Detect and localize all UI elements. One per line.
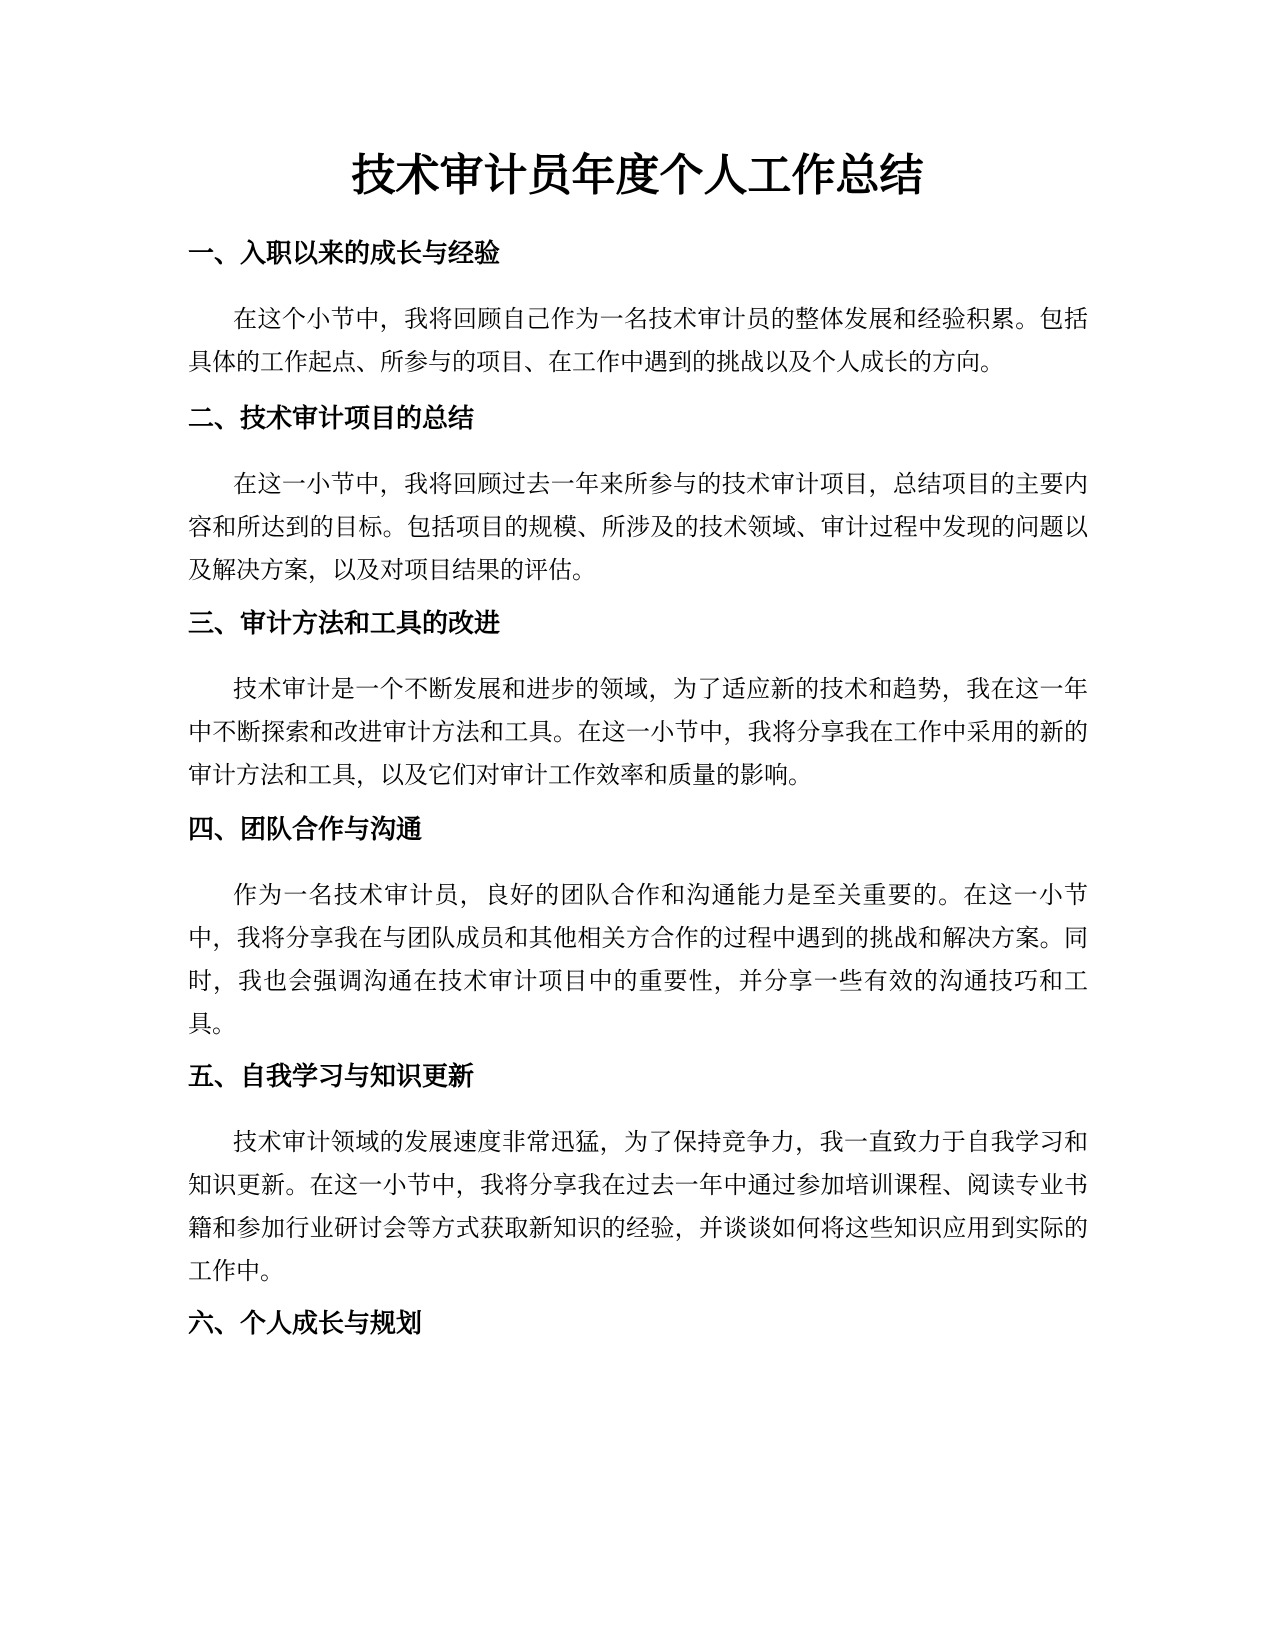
section-paragraph: 在这个小节中，我将回顾自己作为一名技术审计员的整体发展和经验积累。包括具体的工作起点、所参与的项目、在工作中遇到的挑战以及个人成长的方向。 — [188, 305, 1088, 376]
section-heading: 三、审计方法和工具的改进 — [188, 609, 501, 639]
section-paragraph: 作为一名技术审计员，良好的团队合作和沟通能力是至关重要的。在这一小节中，我将分享我在与团队成员和其他相关方合作的过程中遇到的挑战和解决方案。同时，我也会强调沟通在技术审计项目中的重要性，并分享一些有效的沟通技巧和工具。 — [188, 881, 1088, 1038]
section-5 — [188, 1059, 1088, 1293]
document-title: 技术审计员年度个人工作总结 — [351, 150, 924, 201]
section-paragraph: 技术审计领域的发展速度非常迅猛，为了保持竞争力，我一直致力于自我学习和知识更新。在这一小节中，我将分享我在过去一年中通过参加培训课程、阅读专业书籍和参加行业研讨会等方式获取新知识的经验，并谈谈如何将这些知识应用到实际的工作中。 — [188, 1128, 1088, 1285]
section-heading: 四、团队合作与沟通 — [188, 815, 423, 845]
section-1 — [188, 236, 1088, 384]
section-paragraph: 在这一小节中，我将回顾过去一年来所参与的技术审计项目，总结项目的主要内容和所达到的目标。包括项目的规模、所涉及的技术领域、审计过程中发现的问题以及解决方案，以及对项目结果的评估。 — [188, 470, 1088, 584]
section-2 — [188, 401, 1088, 592]
section-6 — [188, 1306, 1088, 1342]
section-heading: 一、入职以来的成长与经验 — [188, 239, 501, 269]
section-paragraph: 技术审计是一个不断发展和进步的领域，为了适应新的技术和趋势，我在这一年中不断探索和改进审计方法和工具。在这一小节中，我将分享我在工作中采用的新的审计方法和工具，以及它们对审计工作效率和质量的影响。 — [188, 675, 1088, 789]
section-heading: 二、技术审计项目的总结 — [188, 404, 475, 434]
section-4 — [188, 812, 1088, 1046]
section-heading: 五、自我学习与知识更新 — [188, 1062, 475, 1092]
section-heading: 六、个人成长与规划 — [188, 1309, 423, 1339]
section-3 — [188, 606, 1088, 797]
